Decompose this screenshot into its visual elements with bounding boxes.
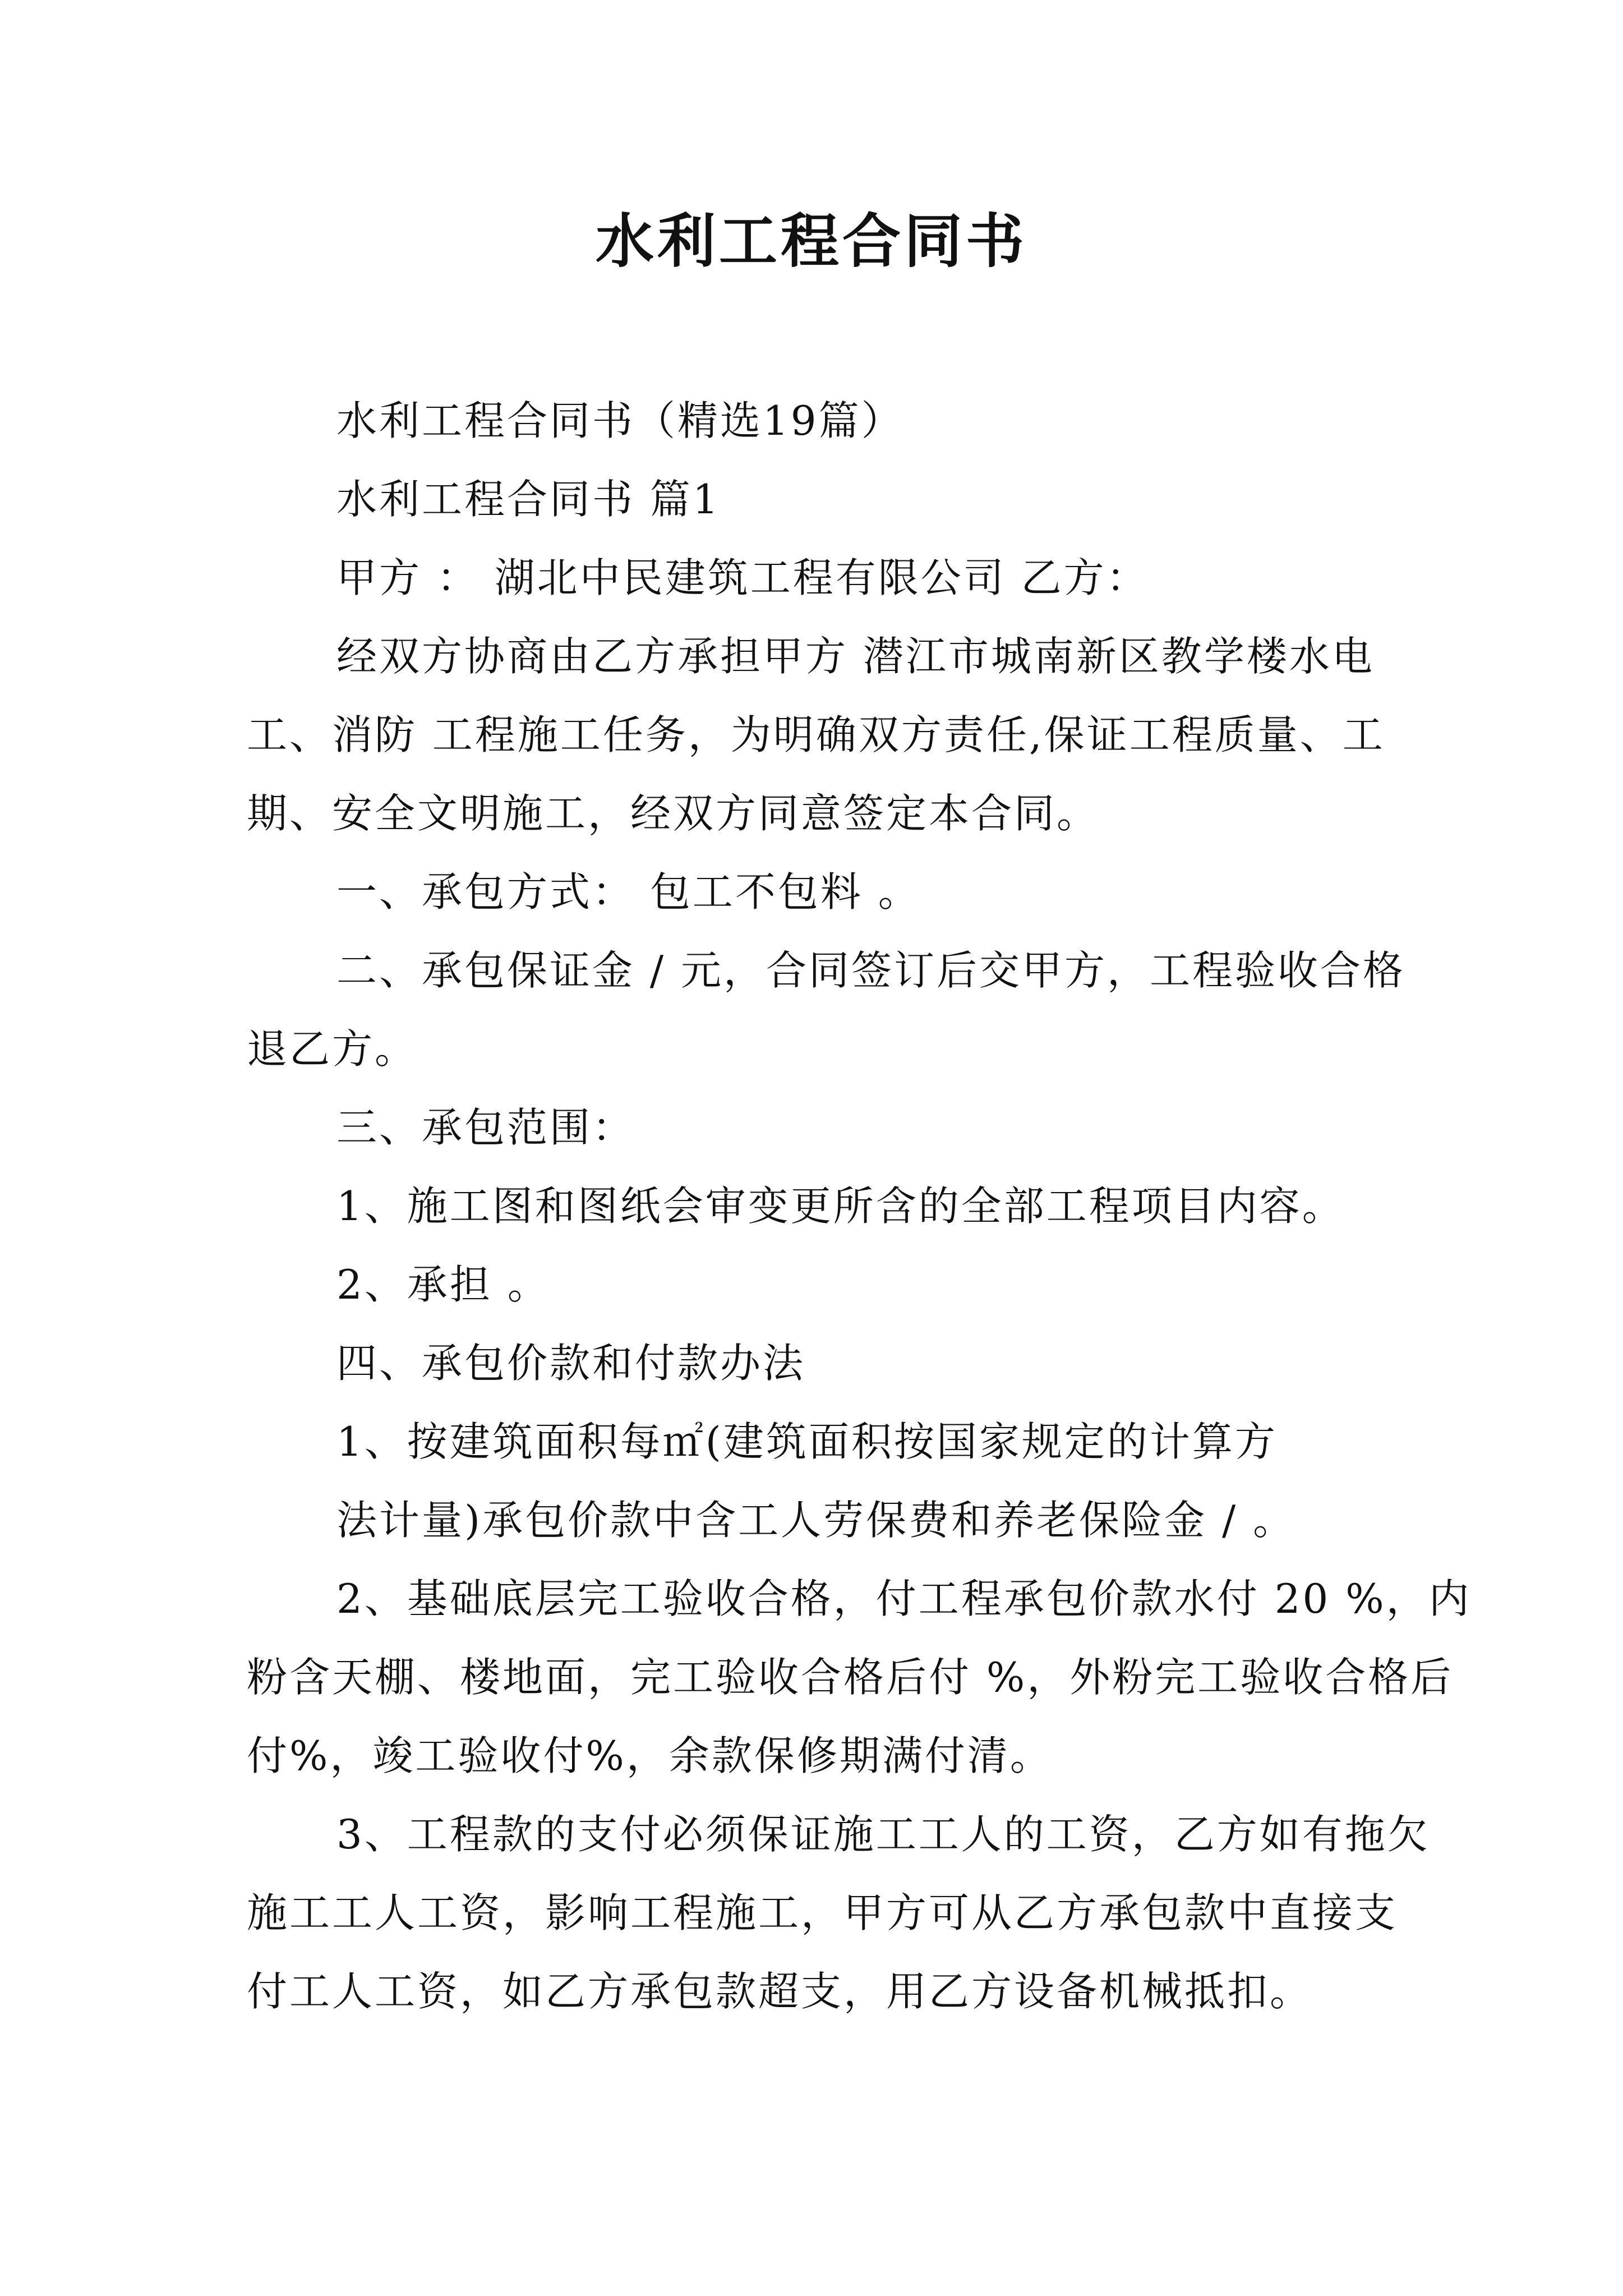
- clause-4-item-2: 2、基础底层完工验收合格，付工程承包价款水付 20 %，内粉含天棚、楼地面，完工验收合格后付 %，外粉完工验收合格后付%，竣工验收付%，余款保修期满付清。: [247, 1575, 1472, 1779]
- clause-4: 四、承包价款和付款办法: [336, 1340, 806, 1387]
- clause-1: 一、承包方式： 包工不包料 。: [336, 868, 921, 915]
- section-heading: 水利工程合同书 篇1: [336, 476, 721, 523]
- clause-3: 三、承包范围：: [336, 1104, 635, 1151]
- intro-paragraph: 经双方协商由乙方承担甲方 潜江市城南新区教学楼水电工、消防 工程施工任务，为明确双方责任,保证工程质量、工期、安全文明施工，经双方同意签定本合同。: [247, 633, 1385, 837]
- clause-3-item-2: 2、承担 。: [336, 1261, 550, 1308]
- document-body: [247, 381, 1472, 2031]
- clause-3-item-1: 1、施工图和图纸会审变更所含的全部工程项目内容。: [336, 1182, 1345, 1230]
- document-title: 水利工程合同书: [595, 207, 1027, 275]
- clause-2: 二、承包保证金 / 元，合同签订后交甲方，工程验收合格退乙方。: [247, 947, 1406, 1073]
- clause-4-item-1-cont: 法计量)承包价款中含工人劳保费和养老保险金 / 。: [336, 1497, 1296, 1544]
- clause-4-item-1: 1、按建筑面积每㎡(建筑面积按国家规定的计算方: [336, 1418, 1278, 1465]
- parties-line: 甲方 ： 湖北中民建筑工程有限公司 乙方：: [336, 554, 1149, 601]
- doc-heading: 水利工程合同书（精选19篇）: [336, 397, 904, 444]
- clause-4-item-3: 3、工程款的支付必须保证施工工人的工资，乙方如有拖欠施工工人工资，影响工程施工，甲方可从乙方承包款中直接支付工人工资，如乙方承包款超支，用乙方设备机械抵扣。: [247, 1811, 1430, 2015]
